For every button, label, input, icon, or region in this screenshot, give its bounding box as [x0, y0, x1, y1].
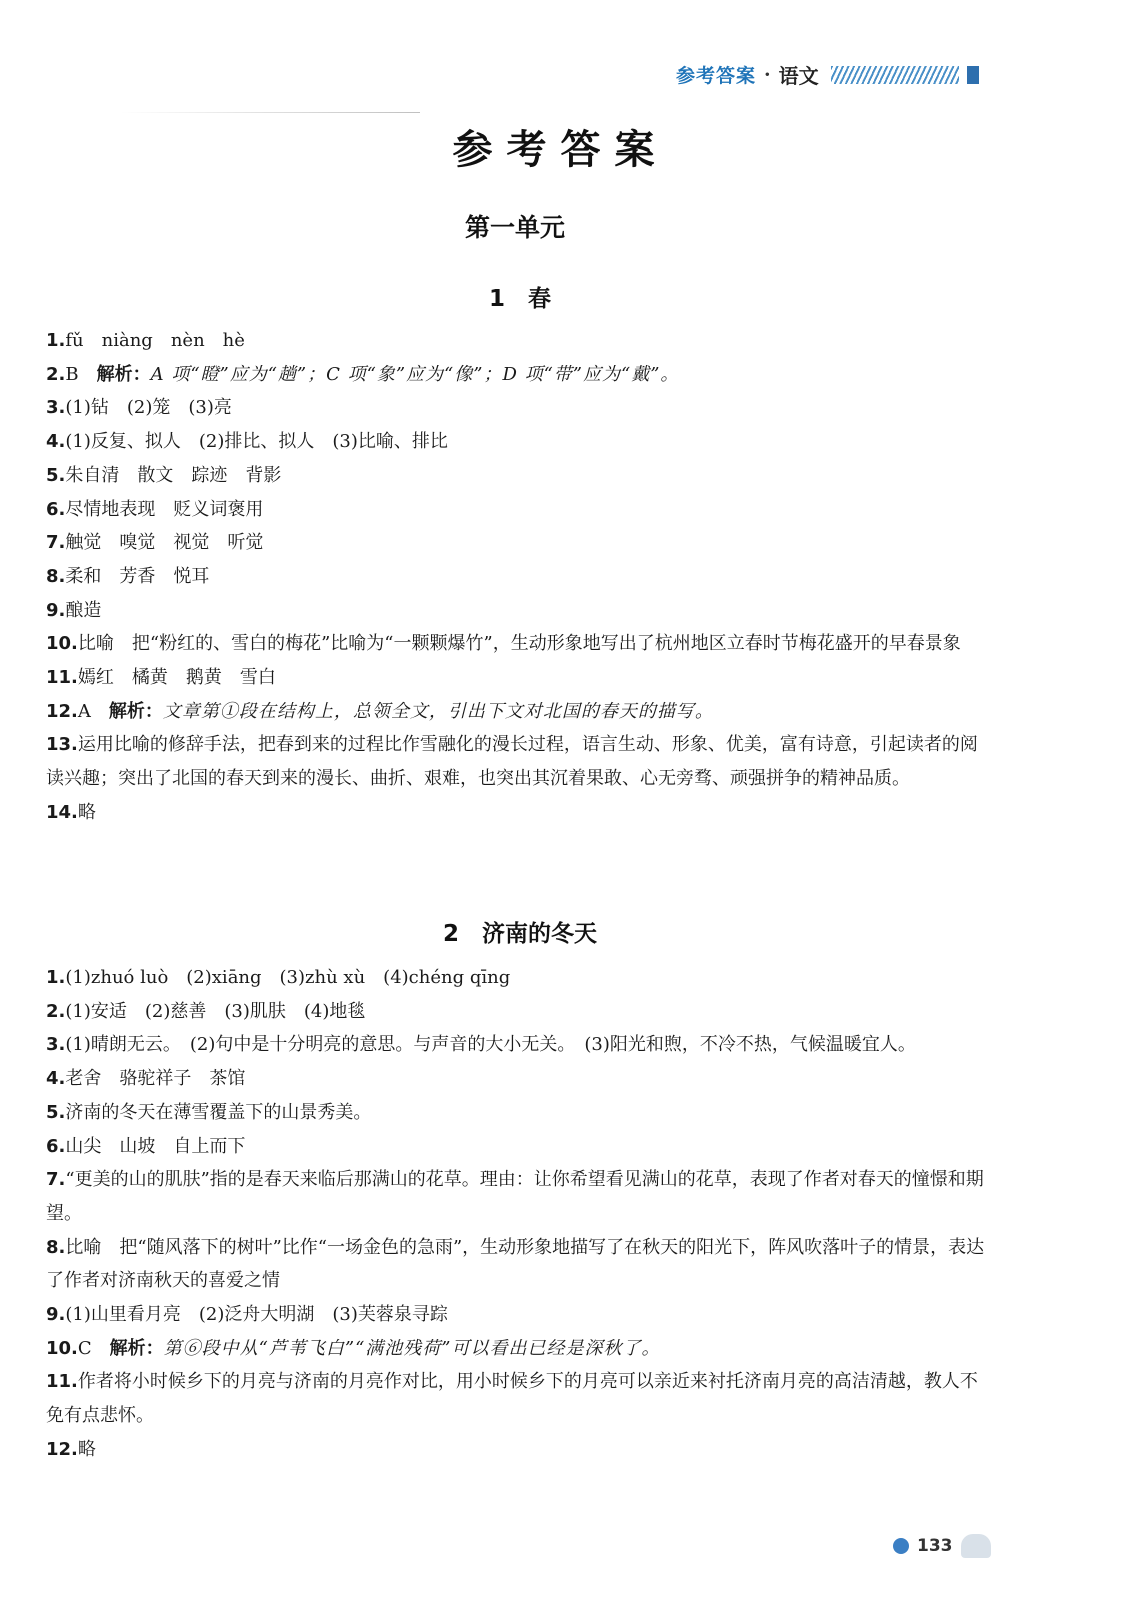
answer-number: 4. — [46, 431, 66, 453]
answer-text: “更美的山的肌肤”指的是春天来临后那满山的花草。理由：让你希望看见满山的花草，表现了作者对春天的憧憬和期望。 — [46, 1169, 984, 1224]
answer-text: 略 — [77, 801, 96, 823]
answer-item — [46, 1298, 991, 1332]
page-footer — [893, 1534, 991, 1558]
running-header — [676, 60, 979, 89]
answer-text: 酿造 — [65, 599, 102, 621]
answer-item — [46, 425, 991, 459]
answer-item — [46, 1365, 991, 1432]
answer-text: 嫣红 橘黄 鹅黄 雪白 — [77, 667, 276, 689]
answer-text: C — [77, 1337, 92, 1359]
answer-number: 8. — [46, 1236, 66, 1258]
unit-title: 第一单元 — [464, 213, 565, 242]
answer-number: 1. — [46, 967, 66, 988]
answer-text: 济南的冬天在薄雪覆盖下的山景秀美。 — [65, 1101, 372, 1123]
answer-item — [46, 796, 991, 830]
answer-list-2 — [46, 961, 991, 1467]
header-dot: · — [764, 63, 771, 86]
answer-item — [46, 661, 991, 695]
answer-number: 5. — [46, 1101, 66, 1123]
answer-item — [46, 560, 991, 594]
answer-number: 11. — [46, 667, 78, 689]
analysis-text: A 项“瞪”应为“趟”；C 项“象”应为“像”；D 项“带”应为“戴”。 — [150, 363, 680, 385]
answer-number: 9. — [46, 1304, 66, 1326]
header-stripe-decoration — [831, 66, 959, 84]
answer-item — [46, 728, 991, 795]
answer-item — [46, 1332, 991, 1366]
answer-number: 11. — [46, 1371, 78, 1393]
analysis-text: 文章第①段在结构上，总领全文，引出下文对北国的春天的描写。 — [162, 700, 714, 722]
page-title: 参考答案 — [452, 127, 669, 173]
answer-number: 9. — [46, 599, 66, 621]
page-dot-icon — [893, 1538, 909, 1554]
answer-item — [46, 1130, 991, 1164]
answer-text: 比喻 把“随风落下的树叶”比作“一场金色的急雨”，生动形象地描写了在秋天的阳光下，阵风吹落叶子的情景，表达了作者对济南秋天的喜爱之情 — [46, 1236, 985, 1292]
answer-text: 略 — [77, 1438, 96, 1460]
analysis-label: 解析： — [96, 363, 151, 385]
answer-number: 12. — [46, 700, 78, 722]
answer-number: 6. — [46, 1135, 66, 1157]
page-number: 133 — [917, 1536, 953, 1556]
answer-text: (1)反复、拟人 (2)排比、拟人 (3)比喻、排比 — [65, 431, 448, 453]
answer-text: 运用比喻的修辞手法，把春到来的过程比作雪融化的漫长过程，语言生动、形象、优美，富有诗意，引起读者的阅读兴趣；突出了北国的春天到来的漫长、曲折、艰难，也突出其沉着果敢、心无旁骛、顽强拼争的精神品质。 — [46, 734, 978, 790]
answer-item — [46, 627, 991, 661]
answer-text: (1)安适 (2)慈善 (3)肌肤 (4)地毯 — [65, 1000, 366, 1022]
answer-number: 7. — [46, 1169, 66, 1191]
analysis-label: 解析： — [108, 700, 163, 722]
answer-number: 14. — [46, 801, 78, 823]
answer-number: 3. — [46, 397, 66, 419]
answer-number: 7. — [46, 532, 66, 554]
answer-text: 作者将小时候乡下的月亮与济南的月亮作对比，用小时候乡下的月亮可以亲近来衬托济南月亮的高洁清越，教人不免有点悲怀。 — [46, 1371, 978, 1427]
answer-item — [46, 1096, 991, 1130]
lesson-title-2: 2 济南的冬天 — [442, 921, 597, 947]
answer-text: B — [65, 363, 79, 385]
answer-text: 比喻 把“粉红的、雪白的梅花”比喻为“一颗颗爆竹”，生动形象地写出了杭州地区立春时节梅花盛开的早春景象 — [77, 633, 961, 655]
answer-text: (1)钻 (2)笼 (3)亮 — [65, 397, 232, 419]
answer-number: 10. — [46, 633, 78, 655]
answer-number: 12. — [46, 1438, 78, 1460]
answer-number: 6. — [46, 498, 66, 520]
answer-number: 2. — [46, 363, 66, 385]
answer-text: A — [77, 700, 91, 722]
answer-item — [46, 459, 991, 493]
answer-number: 10. — [46, 1337, 78, 1359]
answer-number: 1. — [46, 330, 66, 351]
answer-text: 触觉 嗅觉 视觉 听觉 — [65, 532, 264, 554]
answer-item — [46, 358, 991, 392]
answer-number: 3. — [46, 1034, 66, 1056]
answer-text: 柔和 芳香 悦耳 — [65, 565, 210, 587]
answer-text: (1)zhuó luò (2)xiāng (3)zhù xù (4)chéng qīng — [65, 967, 511, 988]
answer-item — [46, 695, 991, 729]
answer-item — [46, 526, 991, 560]
answer-item — [46, 594, 991, 628]
answer-text: 山尖 山坡 自上而下 — [65, 1135, 246, 1157]
answer-item — [46, 1433, 991, 1467]
answer-number: 5. — [46, 464, 66, 486]
analysis-label: 解析： — [109, 1337, 164, 1359]
answer-item — [46, 961, 991, 995]
answer-item — [46, 1062, 991, 1096]
answer-text: 老舍 骆驼祥子 茶馆 — [65, 1068, 246, 1090]
answer-item — [46, 324, 991, 358]
header-block-decoration — [967, 66, 979, 84]
answer-text: fǔ niàng nèn hè — [65, 330, 245, 351]
answer-item — [46, 391, 991, 425]
answer-text: 朱自清 散文 踪迹 背影 — [65, 464, 282, 486]
header-subject: 语文 — [778, 64, 819, 88]
answer-item — [46, 995, 991, 1029]
answer-item — [46, 1028, 991, 1062]
answer-list-1 — [46, 324, 991, 830]
header-kicker: 参考答案 — [676, 65, 757, 87]
watermark-logo-icon — [961, 1534, 991, 1558]
answer-number: 13. — [46, 734, 78, 756]
title-rule — [120, 112, 420, 113]
answer-text: (1)晴朗无云。 (2)句中是十分明亮的意思。与声音的大小无关。 (3)阳光和煦，不冷不热，气候温暖宜人。 — [65, 1034, 916, 1056]
answer-number: 2. — [46, 1000, 66, 1022]
answer-item — [46, 1231, 991, 1298]
answer-item — [46, 493, 991, 527]
lesson-title-1: 1 春 — [488, 286, 551, 312]
answer-number: 8. — [46, 565, 66, 587]
answer-text: 尽情地表现 贬义词褒用 — [65, 498, 264, 520]
answer-text: (1)山里看月亮 (2)泛舟大明湖 (3)芙蓉泉寻踪 — [65, 1304, 448, 1326]
answer-number: 4. — [46, 1068, 66, 1090]
answer-item — [46, 1163, 991, 1230]
analysis-text: 第⑥段中从“芦苇飞白”“满池残荷”可以看出已经是深秋了。 — [163, 1337, 661, 1359]
